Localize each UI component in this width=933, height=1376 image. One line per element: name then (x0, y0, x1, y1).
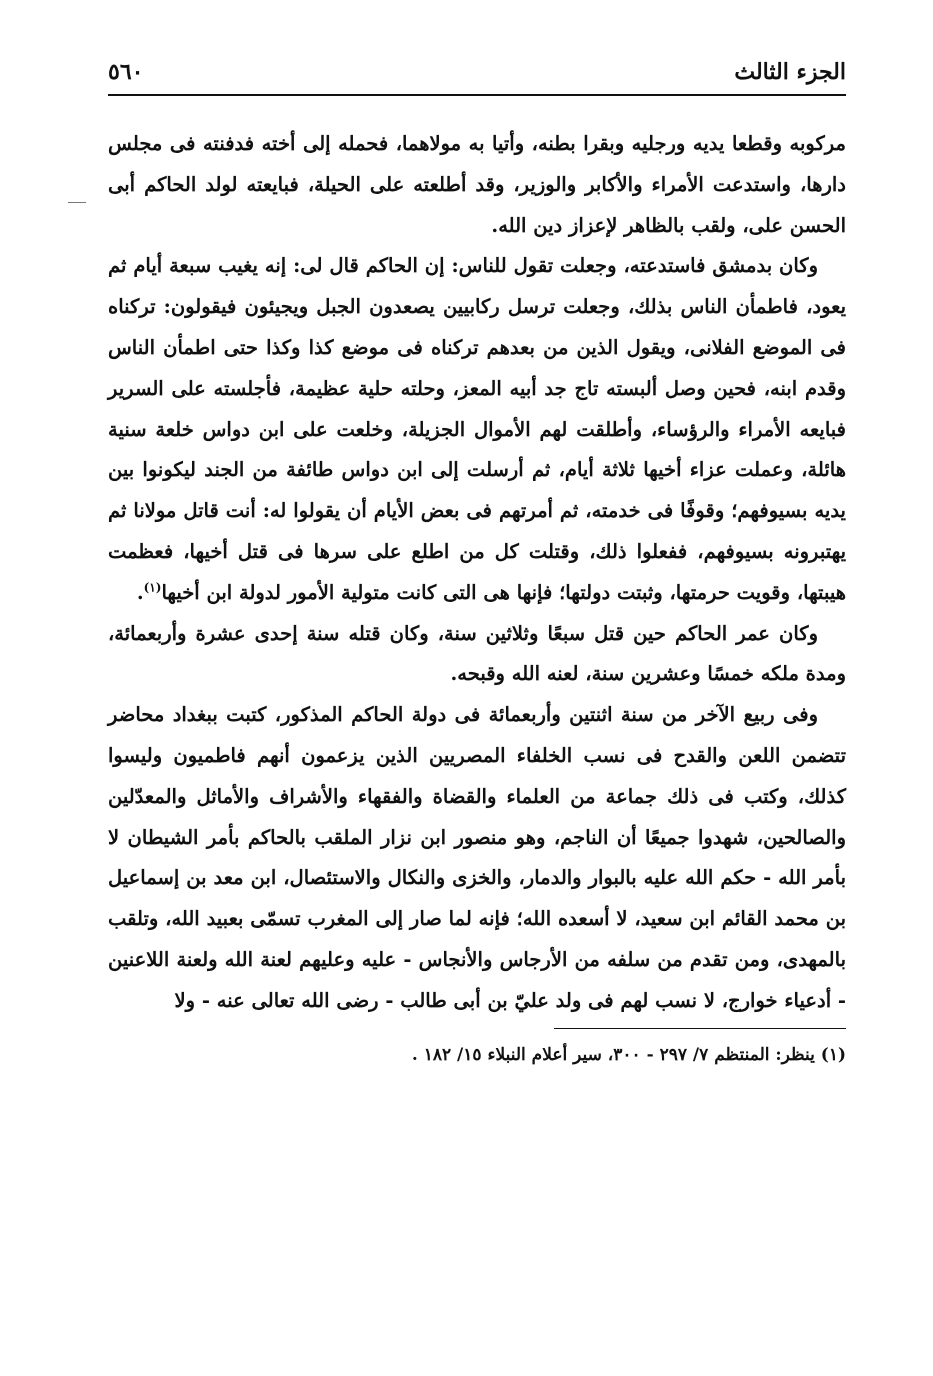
paragraph-2-text: وكان بدمشق فاستدعته، وجعلت تقول للناس: إن الحاكم قال لى: إنه يغيب سبعة أيام ثم يعود، فاطمأن الناس بذلك، وجعلت ترسل ركابيين يصعدون الجبل ويجيئون فيقولون: تركناه فى الموضع الفلانى، ويقول الذين من بعدهم تركناه فى موضع كذا وكذا حتى اطمأن الناس وقدم ابنه، فحين وصل ألبسته تاج جد أبيه المعز، وحلته حلية عظيمة، فأجلسته على السرير فبايعه الأمراء والرؤساء، وأطلقت لهم الأموال الجزيلة، وخلعت على ابن دواس خلعة سنية هائلة، وعملت عزاء أخيها ثلاثة أيام، ثم أرسلت إلى ابن دواس طائفة من الجند ليكونوا بين يديه بسيوفهم؛ وقوفًا فى خدمته، ثم أمرتهم فى بعض الأيام أن يقولوا له: أنت قاتل مولانا ثم يهتبرونه بسيوفهم، ففعلوا ذلك، وقتلت كل من اطلع على سرها فى قتل أخيها، فعظمت هيبتها، وقويت حرمتها، وثبتت دولتها؛ فإنها هى التى كانت متولية الأمور لدولة ابن أخيها (108, 254, 846, 604)
paragraph-2 (108, 246, 846, 613)
margin-pencil-mark (68, 202, 86, 203)
part-title: الجزء الثالث (734, 59, 846, 85)
paragraph-1: مركوبه وقطعا يديه ورجليه وبقرا بطنه، وأتيا به مولاهما، فحمله إلى أخته فدفنته فى مجلس دارها، واستدعت الأمراء والأكابر والوزير، وقد أطلعته على الحيلة، فبايعته لولد الحاكم أبى الحسن على، ولقب بالظاهر لإعزاز دين الله. (108, 132, 846, 237)
book-page (108, 50, 846, 1069)
paragraph-2-tail: . (136, 580, 144, 604)
header-rule (108, 94, 846, 96)
body-text (108, 124, 846, 1022)
footnote: (١) ينظر: المنتظم ٧/ ٢٩٧ - ٣٠٠، سير أعلام النبلاء ١٥/ ١٨٢ . (411, 1044, 846, 1065)
footnote-reference[interactable]: (١) (143, 580, 162, 595)
page-number: ٥٦٠ (108, 59, 144, 85)
paragraph-4: وفى ربيع الآخر من سنة اثنتين وأربعمائة فى دولة الحاكم المذكور، كتبت ببغداد محاضر تتضمن اللعن والقدح فى نسب الخلفاء المصريين الذين يزعمون أنهم فاطميون وليسوا كذلك، وكتب فى ذلك جماعة من العلماء والقضاة والفقهاء والأشراف والأماثل والمعدّلين والصالحين، شهدوا جميعًا أن الناجم، وهو منصور ابن نزار الملقب بالحاكم بأمر الشيطان لا بأمر الله - حكم الله عليه بالبوار والدمار، والخزى والنكال والاستئصال، ابن معد بن إسماعيل بن محمد القائم ابن سعيد، لا أسعده الله؛ فإنه لما صار إلى المغرب تسمّى بعبيد الله، وتلقب بالمهدى، ومن تقدم من سلفه من الأرجاس والأنجاس - عليه وعليهم لعنة الله ولعنة اللاعنين - أدعياء خوارج، لا نسب لهم فى ولد عليّ بن أبى طالب - رضى الله تعالى عنه - ولا (108, 703, 846, 1012)
running-header (108, 50, 846, 94)
paragraph-3: وكان عمر الحاكم حين قتل سبعًا وثلاثين سنة، وكان قتله سنة إحدى عشرة وأربعمائة، ومدة ملكه خمسًا وعشرين سنة، لعنه الله وقبحه. (108, 621, 846, 686)
footnote-rule (554, 1028, 846, 1029)
